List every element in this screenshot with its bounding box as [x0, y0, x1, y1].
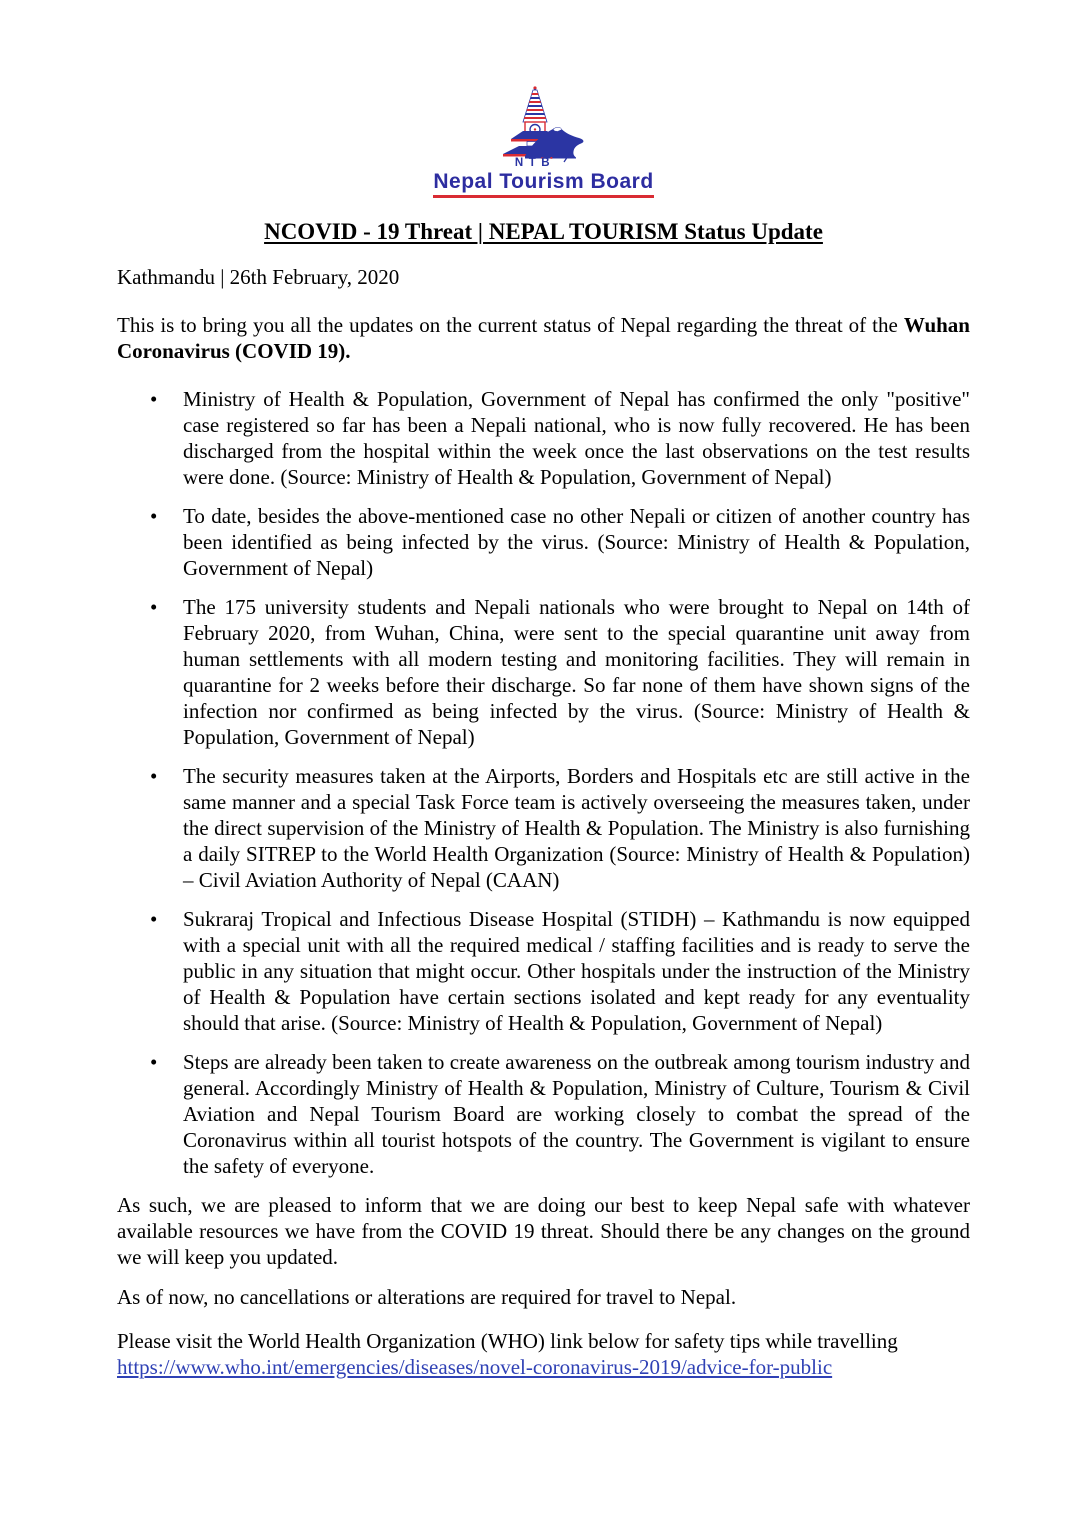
list-item-stidh-hospital: • Sukraraj Tropical and Infectious Disease Hospital (STIDH) – Kathmandu is now equipped with a special unit with all the required medical / staffing facilities and is ready to serve the public in any situation that might occur. Other hospitals under the instruction of the Ministry of Health & Population have certain sections isolated and kept ready for any eventuality should that arise. (Source: Ministry of Health & Population, Government of Nepal) — [117, 906, 970, 1036]
list-item-security-measures: • The security measures taken at the Airports, Borders and Hospitals etc are still active in the same manner and a special Task Force team is actively overseeing the measures taken, under the direct supervision of the Ministry of Health & Population. The Ministry is also furnishing a daily SITREP to the World Health Organization (Source: Ministry of Health & Population) – Civil Aviation Authority of Nepal (CAAN) — [117, 763, 970, 893]
update-list — [117, 386, 970, 1179]
intro-bold-text: Wuhan Coronavirus (COVID 19). — [117, 313, 970, 363]
svg-text:NTB: NTB — [514, 157, 556, 169]
who-link-line — [117, 1354, 970, 1380]
closing-paragraph-2: As of now, no cancellations or alterations are required for travel to Nepal. — [117, 1285, 737, 1309]
closing-paragraph-1: As such, we are pleased to inform that we are doing our best to keep Nepal safe with whatever available resources we have from the COVID 19 threat. Should there be any changes on the ground we will keep you updated. — [117, 1193, 970, 1269]
list-item-no-other-cases: • To date, besides the above-mentioned case no other Nepali or citizen of another country has been identified as being infected by the virus. (Source: Ministry of Health & Population, Government of Nepal) — [117, 503, 970, 581]
list-item-awareness-steps: • Steps are already been taken to create awareness on the outbreak among tourism industry and general. Accordingly Ministry of Health & Population, Ministry of Culture, Tourism & Civil Aviation and Nepal Tourism Board are working closely to combat the spread of the Coronavirus within all tourist hotspots of the country. The Government is vigilant to ensure the safety of everyone. — [117, 1049, 970, 1179]
who-link[interactable]: https://www.who.int/emergencies/diseases/novel-coronavirus-2019/advice-for-public — [117, 1355, 833, 1379]
stupa-icon — [523, 86, 547, 137]
ntb-logo — [117, 0, 970, 198]
list-item-quarantine-students: • The 175 university students and Nepali nationals who were brought to Nepal on 14th of February 2020, from Wuhan, China, were sent to the special quarantine unit away from human settlements with all modern testing and monitoring facilities. They will remain in quarantine for 2 weeks before their discharge. So far none of them have shown signs of the infection nor confirmed as being infected by the virus. (Source: Ministry of Health & Population, Government of Nepal) — [117, 594, 970, 750]
intro-text: This is to bring you all the updates on the current status of Nepal regarding the threat of the — [117, 313, 904, 337]
dateline: Kathmandu | 26th February, 2020 — [117, 265, 400, 289]
list-item-positive-case: • Ministry of Health & Population, Government of Nepal has confirmed the only "positive" case registered so far has been a Nepali national, who is now fully recovered. He has been discharged from the hospital within the week once the last observations on the test results were done. (Source: Ministry of Health & Population, Government of Nepal) — [117, 386, 970, 490]
ntb-acronym — [515, 157, 555, 169]
page-title: NCOVID - 19 Threat | NEPAL TOURISM Status Update — [264, 219, 823, 244]
ntb-logo-graphic — [491, 85, 596, 170]
intro-paragraph — [117, 312, 970, 364]
who-visit-line: Please visit the World Health Organization (WHO) link below for safety tips while travelling — [117, 1329, 898, 1353]
ntb-wordmark: Nepal Tourism Board — [433, 170, 653, 198]
